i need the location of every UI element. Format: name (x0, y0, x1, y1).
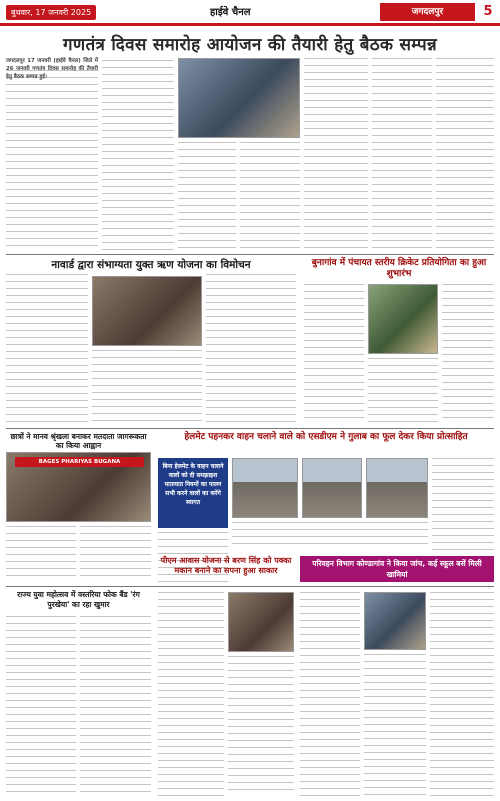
loan-scheme-launch-photo (92, 276, 202, 346)
page-header (0, 0, 500, 26)
helmet-check-photo-2 (302, 458, 362, 518)
story7-column-1 (300, 592, 360, 796)
newspaper-name: हाईवे चैनल (210, 7, 251, 18)
story2-column-1 (6, 274, 88, 424)
edition-city: जगदलपुर (380, 3, 475, 21)
main-story-intro: जगदलपुर 17 जनवरी (हाईवे चैनल) जिले में 26 जनवरी गणतंत्र दिवस समारोह की तैयारी हेतु बैठक सम्पन्न हुई। (6, 58, 98, 80)
page-number: 5 (483, 4, 493, 19)
school-bus-photo (364, 592, 426, 650)
story7-column-2 (364, 654, 426, 796)
main-story-column-1 (6, 70, 98, 250)
main-story-column-2 (102, 60, 174, 250)
main-story-column-7 (436, 58, 494, 250)
helmet-check-photo-3 (366, 458, 428, 518)
story4-headline: छात्रों ने मानव श्रृंखला बनाकर मतदाता जागरूकता का किया आह्वान (10, 432, 147, 450)
main-story-column-6 (372, 58, 432, 250)
story3-column-1 (304, 284, 364, 424)
story8-headline: पीएम आवास योजना से बरण सिंह को पक्का मकान बनाने का सपना हुआ साकार (160, 556, 292, 575)
cricket-tournament-photo (368, 284, 438, 354)
story6-column-1 (6, 616, 76, 796)
story7-headline: परिवहन विभाग कोण्डागांव ने किया जांच, कई स्कूल बसें मिली खामियां (300, 556, 494, 582)
pm-awas-house-photo (228, 592, 294, 652)
story4-column-1 (6, 526, 76, 582)
main-story-column-4 (240, 142, 300, 250)
story5-quote-box: बिना हेलमेट के वाहन चलाने वालों को दी समझाइश यातायात नियमों का पालन सभी करने वालों का करेंगे स्वागत (158, 458, 228, 528)
meeting-photo (178, 58, 300, 138)
story6-column-2 (80, 616, 151, 796)
story6-headline: राज्य युवा महोत्सव में वस्तरिया फोक बैंड 'रंग पुरखेया' का रहा खुमार (17, 590, 140, 609)
main-story-column-3 (178, 142, 236, 250)
school-sign: BAGES PHARIYAS BUGANA (15, 457, 144, 467)
story5-headline: हेलमेट पहनकर वाहन चलाने वाले को एसडीएम ने गुलाब का फूल देकर किया प्रोत्साहित (184, 432, 468, 442)
story3-headline: बुनागांव में पंचायत स्तरीय क्रिकेट प्रतियोगिता का हुआ शुभारंभ (311, 258, 487, 279)
story2-column-3 (206, 274, 296, 424)
main-story-column-5 (304, 58, 368, 250)
divider (6, 254, 494, 255)
issue-date: बुधवार, 17 जनवरी 2025 (6, 5, 96, 20)
story5-column-3 (232, 522, 428, 550)
story2-column-2 (92, 350, 202, 424)
divider (6, 586, 494, 587)
story2-headline: नावार्ड द्वारा संभाग्यता युक्त ऋण योजना का विमोचन (51, 259, 251, 271)
story7-column-3 (430, 592, 494, 796)
story4-column-2 (80, 526, 151, 582)
story8-column-1 (158, 592, 224, 796)
main-headline: गणतंत्र दिवस समारोह आयोजन की तैयारी हेतु बैठक सम्पन्न (63, 35, 437, 55)
human-chain-photo (6, 452, 151, 522)
story3-column-3 (368, 358, 438, 424)
story8-column-2 (228, 656, 294, 796)
divider (6, 428, 494, 429)
helmet-check-photo-1 (232, 458, 298, 518)
story3-column-2 (442, 284, 494, 424)
